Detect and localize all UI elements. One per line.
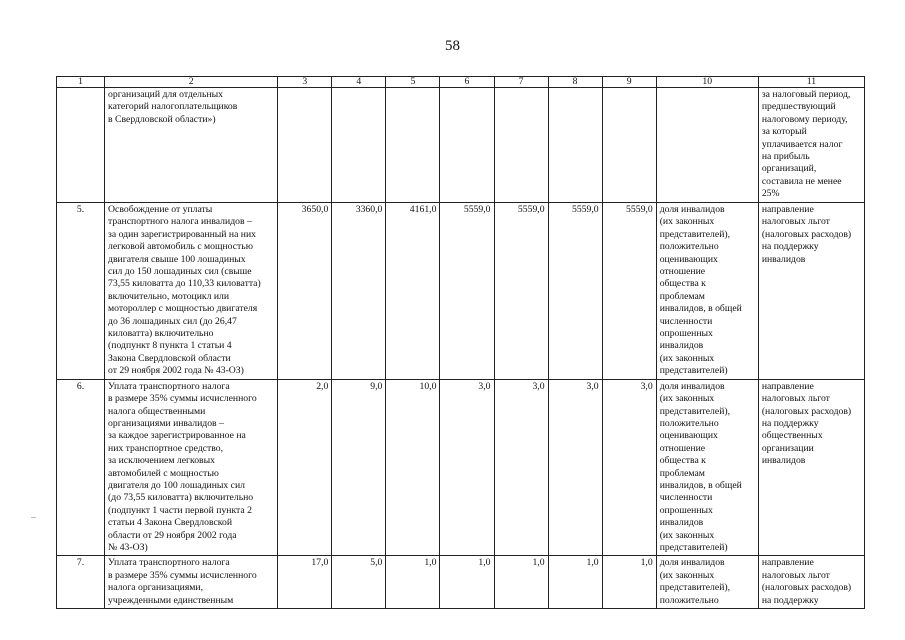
indicator-text: доля инвалидов (их законных представителей), положительно: [659, 557, 731, 606]
table-row: [57, 556, 865, 609]
row-number-cell: [57, 88, 105, 203]
value-cell: 3650,0: [278, 203, 332, 380]
value-cell: [494, 88, 548, 203]
value-cell: [386, 88, 440, 203]
value-cell: 5559,0: [440, 203, 494, 380]
value-cell: 1,0: [440, 556, 494, 609]
column-number-row: [57, 77, 865, 88]
value-cell: 5559,0: [494, 203, 548, 380]
scan-artifact: [31, 517, 36, 518]
indicator-cell: [656, 379, 758, 556]
table-row-continuation: [57, 88, 865, 203]
indicator-text: доля инвалидов (их законных представителей), положительно оценивающих отношение общества к проблемам инвалидов, в общей численности опрошенных инвалидов (их законных представителей): [659, 380, 742, 553]
table-row: [57, 203, 865, 380]
value-cell: 10,0: [386, 379, 440, 556]
indicator-cell: [656, 88, 758, 203]
column-header: 7: [494, 77, 548, 88]
indicator-text: доля инвалидов (их законных представителей), положительно оценивающих отношение общества к проблемам инвалидов, в общей численности опрошенных инвалидов (их законных представителей): [659, 204, 742, 377]
indicator-cell: [656, 556, 758, 609]
value-cell: [602, 88, 656, 203]
direction-cell: [758, 88, 864, 203]
value-cell: 2,0: [278, 379, 332, 556]
tax-benefits-table: [56, 76, 865, 609]
benefit-description-cell: [105, 88, 278, 203]
value-cell: 9,0: [332, 379, 386, 556]
value-cell: 1,0: [494, 556, 548, 609]
benefit-description-cell: [105, 556, 278, 609]
direction-text: направление налоговых льгот (налоговых расходов) на поддержку: [761, 557, 852, 606]
direction-text: за налоговый период, предшествующий налоговому периоду, за который уплачивается налог на прибыль организаций, составила не менее 25%: [761, 89, 851, 200]
indicator-cell: [656, 203, 758, 380]
direction-cell: [758, 556, 864, 609]
value-cell: 1,0: [386, 556, 440, 609]
benefit-description: Освобождение от уплаты транспортного налога инвалидов – за один зарегистрированный на них легковой автомобиль с мощностью двигателя свыше 100 лошадиных сил до 150 лошадиных сил (свыше 73,55 киловатта до 110,33 киловатта) включительно, мотоцикл или мотороллер с мощностью двигателя до 36 лошадиных сил (до 26,47 киловатта) включительно (подпункт 8 пункта 1 статьи 4 Закона Свердловской области от 29 ноября 2002 года № 43-ОЗ): [108, 204, 261, 377]
direction-text: направление налоговых льгот (налоговых расходов) на поддержку инвалидов: [761, 204, 852, 265]
value-cell: [548, 88, 602, 203]
benefit-description: Уплата транспортного налога в размере 35% суммы исчисленного налога общественными организациями инвалидов – за каждое зарегистрированное на них транспортное средство, за исключением легковых автомобилей с мощностью двигателя до 100 лошадиных сил (до 73,55 киловатта) включительно (подпункт 1 части первой пункта 2 статьи 4 Закона Свердловской области от 29 ноября 2002 года № 43-ОЗ): [108, 380, 257, 553]
column-header: 6: [440, 77, 494, 88]
value-cell: 1,0: [548, 556, 602, 609]
direction-cell: [758, 379, 864, 556]
row-number-cell: 5.: [57, 203, 105, 380]
row-number-cell: 6.: [57, 379, 105, 556]
column-header: 8: [548, 77, 602, 88]
value-cell: 3,0: [494, 379, 548, 556]
page-number: 58: [445, 38, 460, 54]
column-header: 11: [758, 77, 864, 88]
value-cell: 17,0: [278, 556, 332, 609]
row-number-cell: 7.: [57, 556, 105, 609]
benefit-description-cell: [105, 379, 278, 556]
value-cell: 3,0: [602, 379, 656, 556]
value-cell: 5559,0: [548, 203, 602, 380]
benefit-description-cell: [105, 203, 278, 380]
column-header: 10: [656, 77, 758, 88]
column-header: 1: [57, 77, 105, 88]
value-cell: 3360,0: [332, 203, 386, 380]
column-header: 5: [386, 77, 440, 88]
table-row: [57, 379, 865, 556]
value-cell: [278, 88, 332, 203]
value-cell: 1,0: [602, 556, 656, 609]
column-header: 9: [602, 77, 656, 88]
column-header: 4: [332, 77, 386, 88]
column-header: 2: [105, 77, 278, 88]
column-header: 3: [278, 77, 332, 88]
value-cell: 3,0: [440, 379, 494, 556]
value-cell: [332, 88, 386, 203]
value-cell: 3,0: [548, 379, 602, 556]
benefit-description: Уплата транспортного налога в размере 35% суммы исчисленного налога организациями, учрежденными единственным: [108, 557, 257, 606]
value-cell: 4161,0: [386, 203, 440, 380]
value-cell: [440, 88, 494, 203]
value-cell: 5,0: [332, 556, 386, 609]
direction-cell: [758, 203, 864, 380]
value-cell: 5559,0: [602, 203, 656, 380]
benefit-description: организаций для отдельных категорий налогоплательщиков в Свердловской области»): [108, 89, 238, 125]
direction-text: направление налоговых льгот (налоговых расходов) на поддержку общественных организации инвалидов: [761, 380, 852, 467]
